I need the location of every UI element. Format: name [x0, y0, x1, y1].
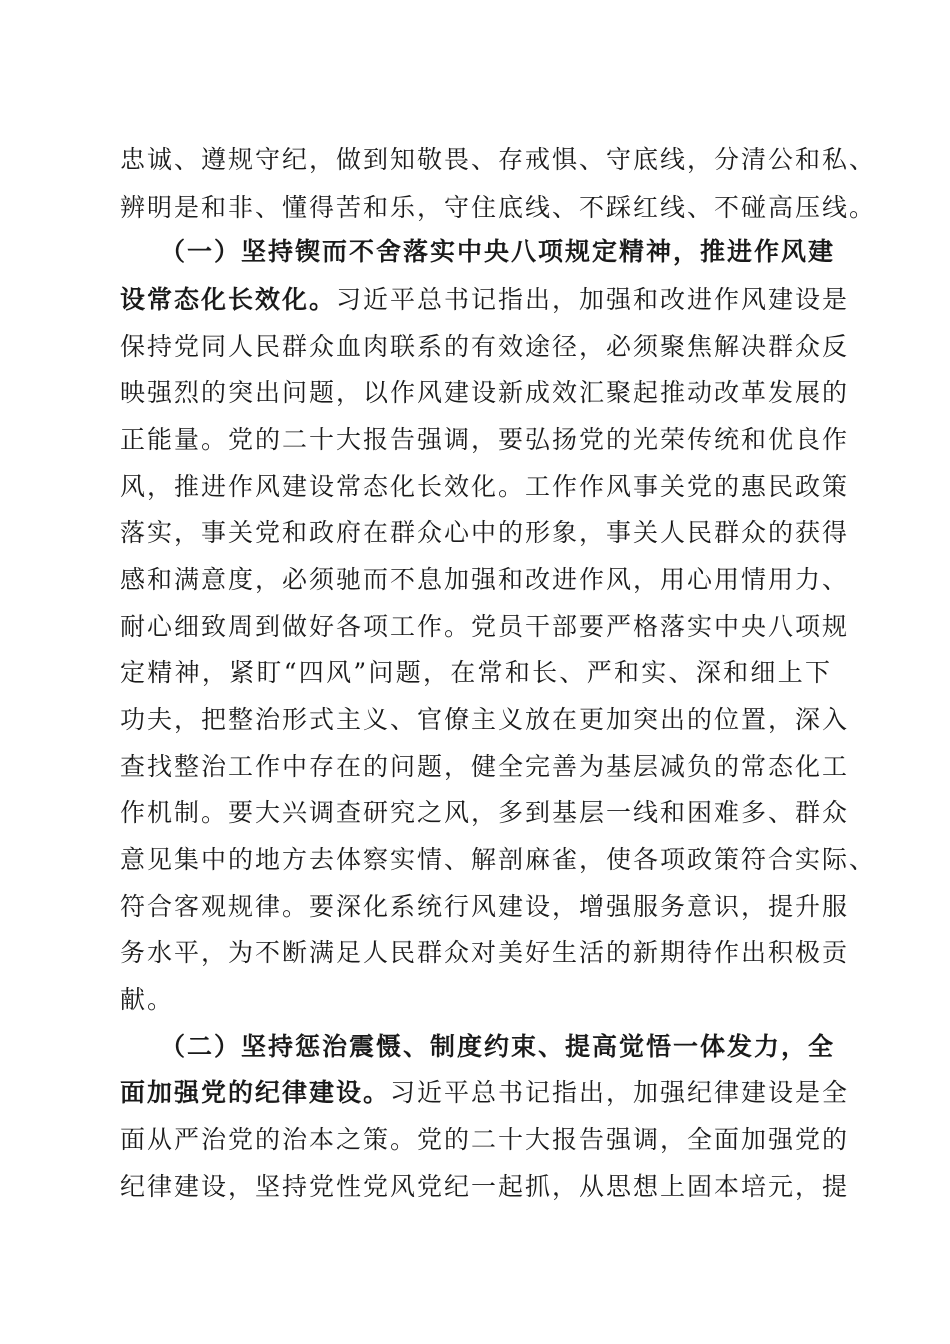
- text-line: 正能量。党的二十大报告强调，要弘扬党的光荣传统和优良作: [120, 425, 850, 454]
- text-line: 映强烈的突出问题，以作风建设新成效汇聚起推动改革发展的: [120, 378, 850, 407]
- paragraph-text: 习近平总书记指出，加强和改进作风建设是: [336, 285, 850, 314]
- text-line: 耐心细致周到做好各项工作。党员干部要严格落实中央八项规: [120, 612, 850, 641]
- text-line: 纪律建设，坚持党性党风党纪一起抓，从思想上固本培元，提: [120, 1172, 850, 1201]
- paragraph-text: 习近平总书记指出，加强纪律建设是全: [390, 1078, 850, 1107]
- text-line: 功夫，把整治形式主义、官僚主义放在更加突出的位置，深入: [120, 705, 850, 734]
- section-heading-line: [120, 1073, 850, 1113]
- section-heading: （二）坚持惩治震慑、制度约束、提高觉悟一体发力，全: [160, 1032, 836, 1061]
- text-line: 面从严治党的治本之策。党的二十大报告强调，全面加强党的: [120, 1125, 850, 1154]
- text-line: 风，推进作风建设常态化长效化。工作作风事关党的惠民政策: [120, 472, 850, 501]
- section-heading-line: [120, 280, 850, 320]
- text-line: 作机制。要大兴调查研究之风，多到基层一线和困难多、群众: [120, 798, 850, 827]
- section-heading-continuation: 面加强党的纪律建设。: [120, 1078, 391, 1107]
- text-line: 查找整治工作中存在的问题，健全完善为基层减负的常态化工: [120, 752, 850, 781]
- text-line: 忠诚、遵规守纪，做到知敬畏、存戒惧、守底线，分清公和私、: [120, 145, 877, 174]
- section-heading-continuation: 设常态化长效化。: [120, 285, 337, 314]
- text-line: 献。: [120, 985, 175, 1014]
- text-line: 定精神，紧盯“四风”问题，在常和长、严和实、深和细上下: [120, 658, 832, 687]
- text-line: 保持党同人民群众血肉联系的有效途径，必须聚焦解决群众反: [120, 332, 850, 361]
- section-heading: （一）坚持锲而不舍落实中央八项规定精神，推进作风建: [160, 237, 836, 266]
- text-line: 意见集中的地方去体察实情、解剖麻雀，使各项政策符合实际、: [120, 845, 877, 874]
- text-line: 落实，事关党和政府在群众心中的形象，事关人民群众的获得: [120, 518, 850, 547]
- text-line: 辨明是和非、懂得苦和乐，守住底线、不踩红线、不碰高压线。: [120, 193, 877, 222]
- text-line: 务水平，为不断满足人民群众对美好生活的新期待作出积极贡: [120, 938, 850, 967]
- text-line: 感和满意度，必须驰而不息加强和改进作风，用心用情用力、: [120, 565, 850, 594]
- text-line: 符合客观规律。要深化系统行风建设，增强服务意识，提升服: [120, 892, 850, 921]
